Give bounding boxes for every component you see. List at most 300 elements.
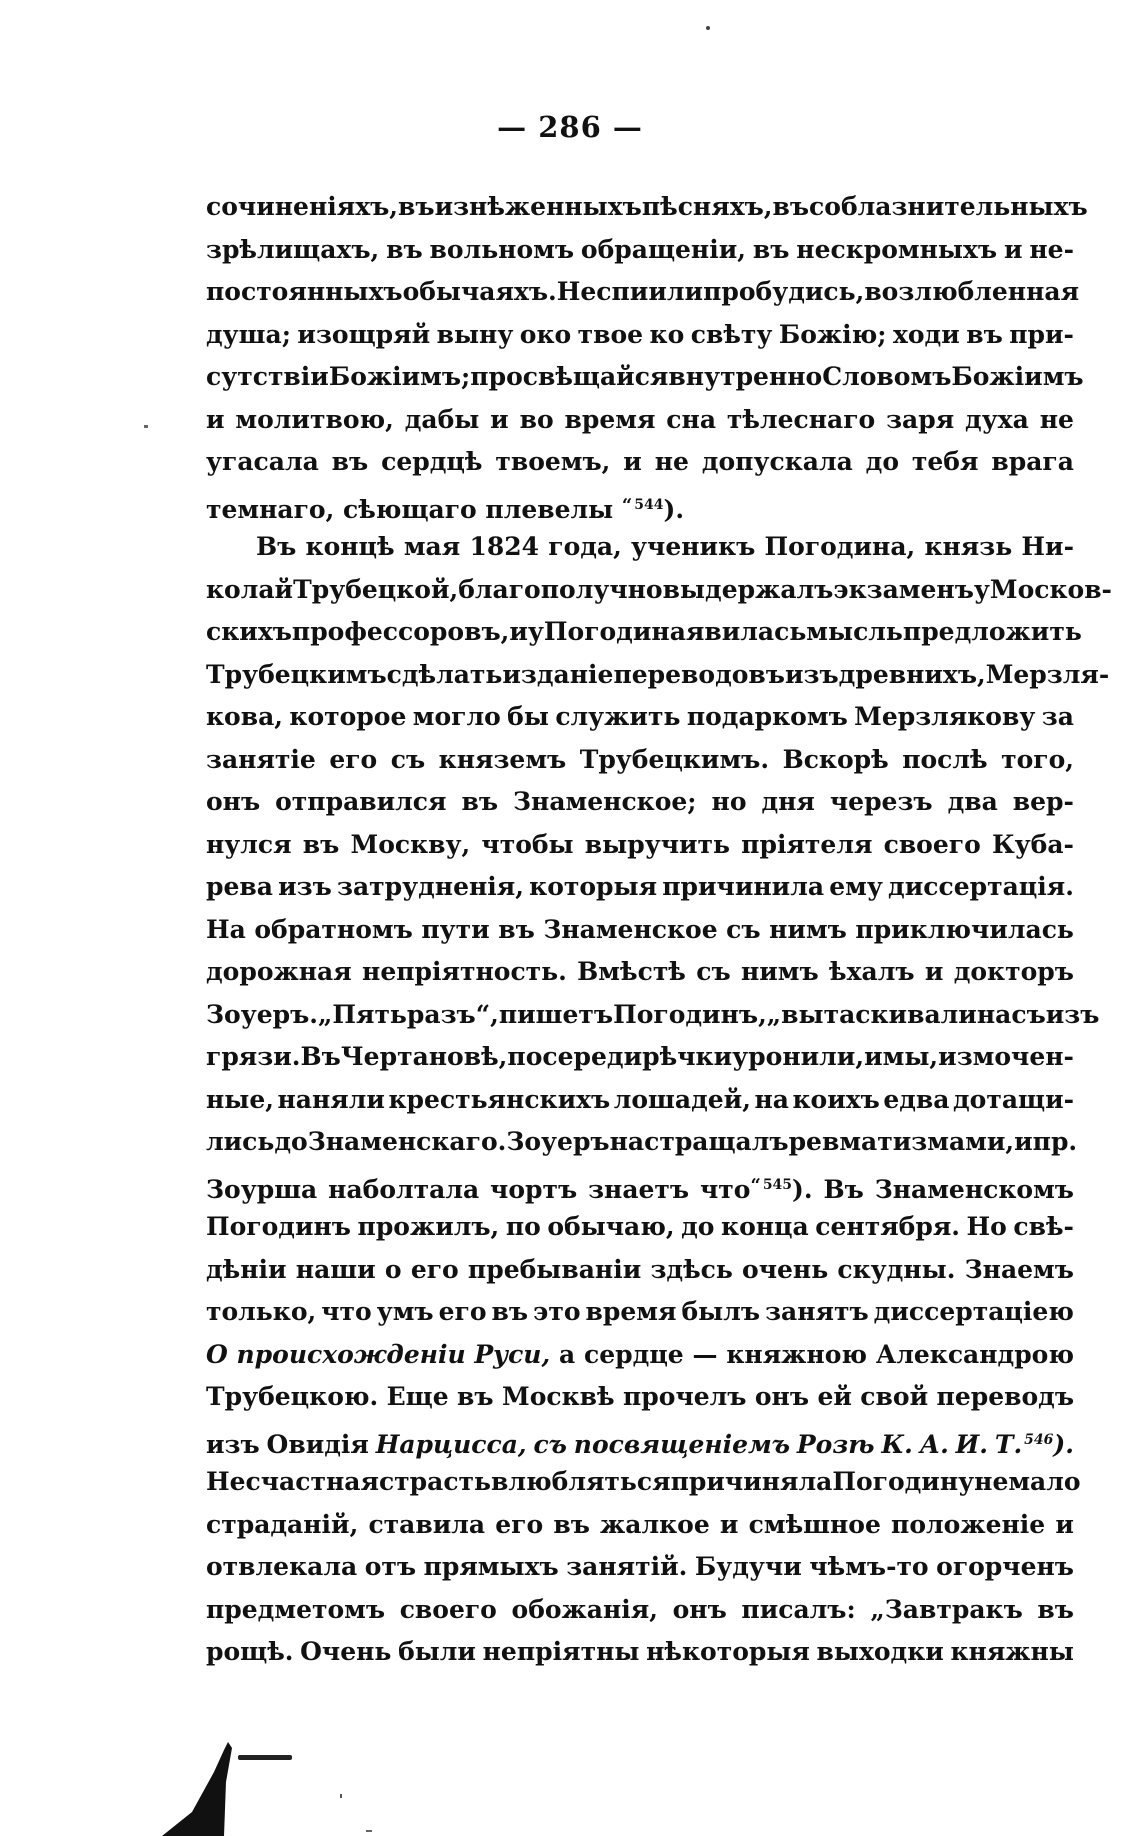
word: и [1014,1127,1033,1156]
word: Но [966,1212,1007,1241]
word: изъ [278,872,332,901]
word: чтобы [481,829,574,859]
word: нимъ [769,914,847,944]
text-line [206,484,1074,527]
italic-word: посвященіемъ [573,1429,790,1459]
word: до [681,1212,715,1241]
text-line [206,1334,1074,1377]
word: дня [761,787,815,816]
word: изданіе [502,659,614,689]
word: Знаменское [543,914,718,944]
word: нимъ [740,957,819,986]
text-line [206,399,1074,442]
word: что [321,1297,372,1326]
word: прямыхъ [423,1552,559,1581]
word: занятъ [765,1297,869,1326]
word: явилась [685,617,807,646]
word: въ [553,1509,590,1539]
word: не [654,447,689,476]
word: возлюбленная [864,277,1080,306]
word: по [505,1212,541,1241]
word: рева [206,872,273,901]
word: наши [295,1254,376,1284]
word: изъ [1045,999,1100,1029]
text-line [206,951,1074,994]
text-line [206,1291,1074,1334]
word: тебя [911,447,979,476]
word: темнаго, сѣющаго плевелы “ $^{544}$). [206,494,685,524]
word: зрѣлищахъ, [206,234,380,264]
italic-word: Т. $^{546}$). [994,1429,1074,1459]
word: въ [491,1297,529,1326]
word: выдержалъ [662,574,834,604]
scan-speck [340,1794,342,1798]
word: допускала [701,447,853,476]
word: княземъ [438,744,567,774]
word: твое [577,319,644,349]
word: которое [289,702,407,731]
word: Трубецкой, [293,574,459,604]
scan-speck [706,26,710,30]
word: огорченъ [936,1552,1074,1581]
word: и [1003,234,1023,264]
word: сердцѣ [381,447,483,476]
word: мысль [806,617,903,646]
word: ѣхалъ [829,957,915,986]
word: обращеніи, [580,234,746,264]
word: рѣчки [642,1042,733,1071]
word: сочиненіяхъ, [206,192,398,221]
word: спи [596,277,649,306]
word: мая [403,532,461,561]
word: у [973,574,990,604]
text-line [206,781,1074,824]
word: измочен- [938,1042,1074,1071]
word: два [947,787,998,816]
word: были [398,1637,476,1666]
word: Будучи [694,1552,802,1581]
word: и [509,617,528,646]
word: вер- [1012,787,1074,816]
word: предметомъ [206,1594,386,1624]
word: выручить [584,829,730,859]
word: око [519,319,572,349]
word: только, [206,1297,317,1326]
word: Мерзлякову [854,702,1036,731]
word: княжною [726,1339,868,1369]
word: Трубецкою. [206,1382,379,1411]
word: ные, [206,1084,274,1114]
word: могло [412,702,501,731]
word: не [1039,404,1074,434]
text-line [206,229,1074,272]
word: Погодинъ, [613,999,767,1029]
word: отправился [275,787,447,816]
word: непріятны [482,1637,640,1666]
word: а [559,1339,576,1369]
word: въ [302,829,340,859]
text-line [206,1079,1074,1122]
word: онъ [754,1382,810,1411]
text-line [206,356,1084,399]
word: нескромныхъ [796,234,998,264]
word: Въ [256,532,297,561]
word: Очень [300,1637,392,1666]
word: конца [721,1212,809,1241]
word: мы, [882,1042,939,1071]
word: сдѣлать [386,659,503,689]
word: Въ [823,1174,864,1204]
text-line [206,824,1074,867]
word: сутствіи [206,362,329,391]
word: его [410,1254,459,1284]
word: умъ [376,1297,434,1326]
word: лошадей, [613,1084,751,1114]
word: ко [649,319,685,349]
word: врага [991,447,1074,476]
word: онъ [206,787,261,816]
word: время [564,404,656,434]
footnote-ref: 544 [634,496,664,513]
word: Зоуеръ. [206,999,318,1029]
word: занятій. [566,1552,688,1581]
word: коихъ [792,1084,880,1114]
word: Куба- [991,829,1074,859]
word: скудны. [837,1254,956,1284]
word: уронили, [732,1042,865,1071]
word: Трубецкимъ [206,659,387,689]
word: обратномъ [254,914,413,944]
word: своего [883,829,981,859]
word: и [1055,1509,1074,1539]
text-line [206,526,1074,569]
word: года, [548,532,622,561]
word: Погодина, [764,532,916,561]
word: духа [965,404,1029,434]
text-line [206,1164,1074,1207]
text-line [206,569,1112,612]
word: причинила [662,872,825,901]
italic-word: Нарцисса, [375,1429,527,1459]
word: Знаменское; [513,787,697,816]
word: — [692,1339,718,1369]
text-line [206,1036,1074,1079]
italic-title: О происхожденіи Руси, [206,1339,551,1369]
word: въ [966,319,1003,349]
word: съ [390,744,426,774]
closing-quote: “ [750,1174,761,1196]
text-line [206,1461,1081,1504]
word: и [490,404,509,434]
word: На [206,914,246,944]
word: изъ [206,1429,260,1459]
word: Знаменскомъ [874,1174,1074,1204]
word: Еще [386,1382,449,1411]
word: постоянныхъ [206,277,403,306]
word: посереди [507,1042,643,1071]
text-line [206,1546,1074,1589]
word: Несчастная [206,1467,379,1496]
text-line [206,1419,1074,1462]
word: о [384,1254,402,1284]
word: пути [421,914,490,944]
word: сентября. [815,1212,960,1241]
word: во [519,404,554,434]
word: соблазнительныхъ [809,192,1088,221]
word: на [754,1084,789,1114]
footnote-ref: 545 [762,1176,793,1193]
word: Знаменскаго. [307,1127,507,1156]
word: страданій, [206,1509,359,1539]
word: Божіимъ [951,362,1084,391]
word: знаетъ [588,1174,690,1204]
closing-quote: “ [621,494,633,516]
word: Божіимъ; [328,362,471,391]
word: въ [772,192,810,221]
word: Зоурша [206,1174,318,1204]
word: и [206,404,225,434]
word: за [1041,702,1074,731]
word: онъ [672,1594,727,1624]
word: изощряй [297,319,431,349]
word: до [865,447,900,476]
word: его [329,744,378,774]
word: это [533,1297,581,1326]
text-line [206,1589,1074,1632]
word: пробудись, [703,277,865,306]
word: просвѣщайся [470,362,669,391]
word: Ни- [1021,532,1074,561]
word: Москов- [989,574,1112,604]
word: переводъ [936,1382,1074,1411]
page-number: — 286 — [497,110,643,144]
word: свѣту [690,319,773,349]
word: Овидія [266,1429,369,1459]
word: дотащи- [953,1084,1074,1114]
word: или [648,277,704,306]
body-text [206,186,1112,1674]
word: экзаменъ [833,574,974,604]
word: наболтала [328,1174,480,1204]
word: Трубецкимъ. [579,744,770,774]
text-line [206,866,1074,909]
word: твоемъ, [495,447,611,476]
word: служить [555,702,681,731]
scan-speck [144,425,148,428]
word: и [719,1509,739,1539]
text-line [206,1504,1074,1547]
word: тѣлеснаго [726,404,876,434]
text-line [206,186,1088,229]
word: насъ [976,999,1046,1029]
text-line [206,1121,1078,1164]
word: ему [829,872,883,901]
word: въ [498,914,535,944]
word: прожилъ, [357,1212,500,1241]
word: князь [924,532,1013,561]
word: благополучно [458,574,663,604]
word: Чертановѣ, [340,1042,508,1071]
word: 1824 [469,532,540,561]
word: причиняла [670,1467,833,1496]
word: въ [457,1382,494,1411]
word: при- [1009,319,1074,349]
word: нѣкоторыя [646,1637,810,1666]
word: дѣніи [206,1254,287,1284]
word: Въ [300,1042,341,1071]
word: бы [507,702,549,731]
word: предложить [902,617,1082,646]
word: заря [886,404,955,434]
scan-artifact-bar [238,1755,292,1760]
text-line [206,909,1074,952]
word: и [864,1042,883,1071]
word: диссертація. [888,872,1074,901]
word: что“ $^{545}$). [699,1174,813,1204]
word: въ [331,447,369,476]
word: ставила [368,1509,486,1539]
word: занятіе [206,744,316,774]
word: Знаемъ [964,1254,1074,1284]
word: которыя [529,872,658,901]
word: изъ [784,659,839,689]
word: угасала [206,447,319,476]
word: душа; [206,319,291,349]
footnote-ref: 546 [1024,1431,1054,1448]
word: Москвѣ [502,1382,615,1411]
word: свой [860,1382,929,1411]
word: Александрою [875,1339,1074,1369]
word: подаркомъ [686,702,848,731]
word: очень [742,1254,829,1284]
word: черезъ [829,787,933,816]
word: не- [1029,234,1074,264]
scan-artifact-mark [162,1742,232,1836]
word: ревматизмами, [788,1127,1015,1156]
word: ходи [892,319,960,349]
word: дабы [404,404,480,434]
word: время [585,1297,677,1326]
word: былъ [681,1297,761,1326]
word: обычаяхъ. [402,277,557,306]
word: пѣсняхъ, [641,192,773,221]
word: „Завтракъ [870,1594,1023,1624]
text-line [206,1206,1074,1249]
text-line [206,739,1074,782]
word: въ [461,787,499,816]
word: пребываніи [467,1254,642,1284]
word: выну [436,319,514,349]
word: Погодина [543,617,686,646]
word: въ [386,234,423,264]
word: непріятность. [362,957,567,986]
word: жалкое [600,1509,710,1539]
word: обычаю, [547,1212,675,1241]
word: профессоровъ, [291,617,510,646]
word: едва [883,1084,950,1114]
word: его [438,1297,487,1326]
word: немало [974,1467,1081,1496]
text-line [206,271,1080,314]
scan-speck [366,1830,372,1832]
text-line [206,441,1074,484]
word: пишетъ [498,999,614,1029]
italic-word: съ [533,1429,567,1459]
word: ей [817,1382,852,1411]
word: дорожная [206,957,352,986]
word: послѣ [902,744,988,774]
word: обожанія, [511,1594,658,1624]
word: своего [399,1594,497,1624]
word: „вытаскивали [766,999,977,1029]
word: кова, [206,702,284,731]
word: вольномъ [429,234,575,264]
word: чѣмъ-то [809,1552,929,1581]
word: его [495,1509,544,1539]
word: писалъ: [741,1594,856,1624]
italic-word: А. [919,1429,949,1459]
word: изнѣженныхъ [434,192,642,221]
word: Не [556,277,597,306]
word: Божію; [778,319,887,349]
italic-word: К. [881,1429,913,1459]
word: и [924,957,944,986]
word: настращалъ [609,1127,789,1156]
word: докторъ [953,957,1074,986]
text-line [206,654,1110,697]
word: смѣшное [748,1509,881,1539]
word: Вскорѣ [782,744,889,774]
word: съ [726,914,761,944]
text-line [206,696,1074,739]
word: и [623,447,642,476]
word: переводовъ [613,659,785,689]
word: Словомъ [822,362,952,391]
word: скихъ [206,617,292,646]
word: чортъ [490,1174,578,1204]
word: отъ [364,1552,417,1581]
word: прочелъ [623,1382,747,1411]
word: Погодинъ [206,1212,351,1241]
word: до [274,1127,308,1156]
word: нулся [206,829,292,859]
word: но [711,787,747,816]
word: колай [206,574,294,604]
word: Вмѣстѣ [577,957,686,986]
word: крестьянскихъ [388,1084,611,1114]
word: въ [398,192,435,221]
word: свѣ- [1013,1212,1074,1241]
word: здѣсь [650,1254,733,1284]
word: пр. [1032,1127,1078,1156]
word: разъ“, [406,999,499,1029]
word: выходки [816,1637,944,1666]
word: сна [666,404,717,434]
word: отвлекала [206,1552,358,1581]
text-line [206,611,1082,654]
word: въ [752,234,790,264]
word: съ [696,957,731,986]
word: наняли [277,1084,385,1114]
word: сердце [584,1339,684,1369]
italic-word: Розѣ [796,1429,875,1459]
word: въ [1037,1594,1074,1624]
word: лись [206,1127,275,1156]
word: Москву, [350,829,471,859]
word: положеніе [891,1509,1046,1539]
word: „Пять [317,999,407,1029]
word: у [527,617,544,646]
